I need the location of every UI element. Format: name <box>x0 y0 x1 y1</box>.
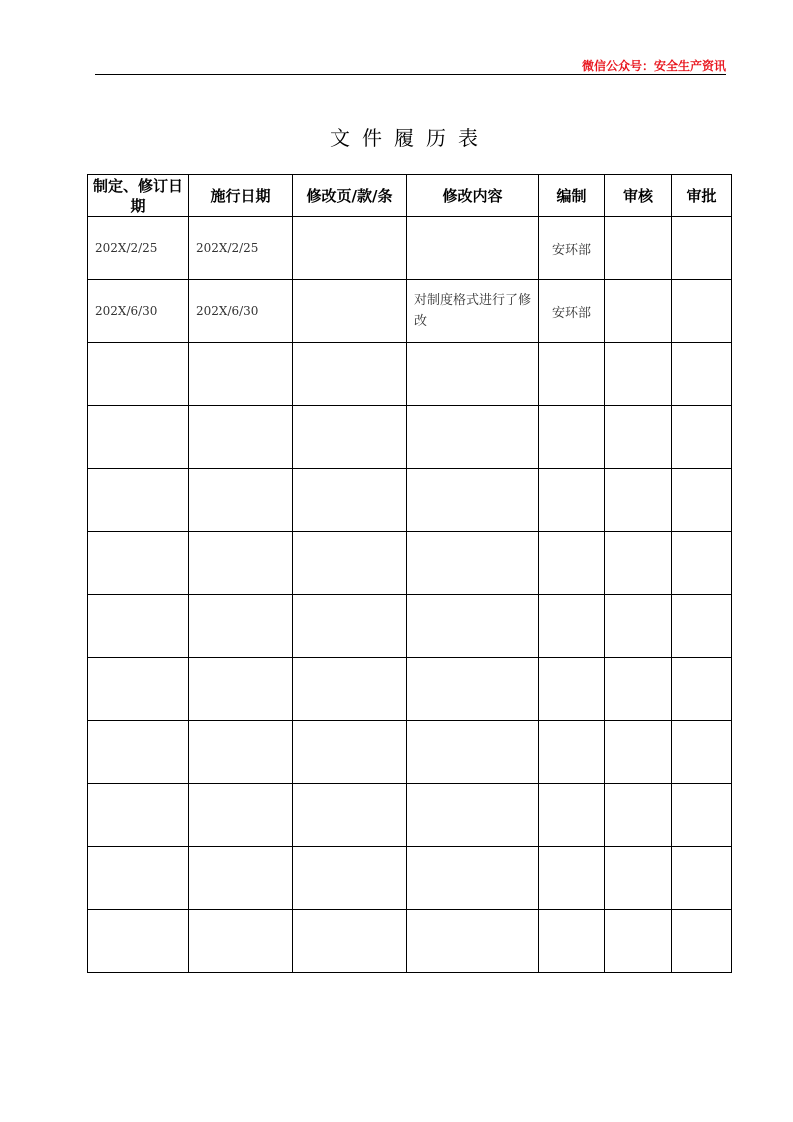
table-header-row <box>88 175 732 217</box>
cell-effective-date: 202X/6/30 <box>189 280 293 343</box>
table-row <box>88 847 732 910</box>
cell-modification-content <box>407 910 539 973</box>
column-header-approved-by: 审批 <box>672 175 732 217</box>
table-row <box>88 217 732 280</box>
cell-prepared-by: 安环部 <box>539 280 605 343</box>
cell-prepared-by <box>539 343 605 406</box>
cell-effective-date <box>189 343 293 406</box>
table-row <box>88 721 732 784</box>
cell-reviewed-by <box>605 406 672 469</box>
cell-approved-by <box>672 469 732 532</box>
cell-revision-date <box>88 784 189 847</box>
cell-approved-by <box>672 532 732 595</box>
column-header-modification-content: 修改内容 <box>407 175 539 217</box>
cell-approved-by <box>672 595 732 658</box>
cell-effective-date: 202X/2/25 <box>189 217 293 280</box>
cell-revision-date <box>88 469 189 532</box>
cell-prepared-by <box>539 910 605 973</box>
cell-reviewed-by <box>605 280 672 343</box>
cell-prepared-by <box>539 847 605 910</box>
cell-effective-date <box>189 532 293 595</box>
cell-revision-date: 202X/6/30 <box>88 280 189 343</box>
cell-revision-date <box>88 532 189 595</box>
cell-modified-section <box>293 910 407 973</box>
cell-prepared-by <box>539 658 605 721</box>
cell-prepared-by: 安环部 <box>539 217 605 280</box>
cell-reviewed-by <box>605 532 672 595</box>
cell-modification-content <box>407 595 539 658</box>
table-row <box>88 595 732 658</box>
column-header-reviewed-by: 审核 <box>605 175 672 217</box>
cell-reviewed-by <box>605 847 672 910</box>
cell-approved-by <box>672 847 732 910</box>
cell-modified-section <box>293 217 407 280</box>
cell-reviewed-by <box>605 343 672 406</box>
cell-approved-by <box>672 721 732 784</box>
cell-revision-date <box>88 406 189 469</box>
table-row <box>88 469 732 532</box>
cell-prepared-by <box>539 721 605 784</box>
cell-approved-by <box>672 406 732 469</box>
cell-modified-section <box>293 280 407 343</box>
cell-effective-date <box>189 658 293 721</box>
cell-prepared-by <box>539 469 605 532</box>
cell-modification-content <box>407 721 539 784</box>
cell-revision-date <box>88 910 189 973</box>
table-row <box>88 406 732 469</box>
cell-approved-by <box>672 910 732 973</box>
cell-revision-date <box>88 847 189 910</box>
cell-revision-date <box>88 721 189 784</box>
document-title: 文件履历表 <box>330 126 490 150</box>
cell-modification-content: 对制度格式进行了修改 <box>407 280 539 343</box>
cell-effective-date <box>189 406 293 469</box>
cell-revision-date <box>88 595 189 658</box>
column-header-modified-section: 修改页/款/条 <box>293 175 407 217</box>
cell-modified-section <box>293 595 407 658</box>
cell-reviewed-by <box>605 595 672 658</box>
cell-modification-content <box>407 469 539 532</box>
cell-modification-content <box>407 658 539 721</box>
cell-modified-section <box>293 784 407 847</box>
cell-modification-content <box>407 406 539 469</box>
cell-reviewed-by <box>605 469 672 532</box>
cell-reviewed-by <box>605 910 672 973</box>
cell-revision-date <box>88 658 189 721</box>
cell-modification-content <box>407 217 539 280</box>
table-row <box>88 343 732 406</box>
cell-modified-section <box>293 721 407 784</box>
cell-revision-date: 202X/2/25 <box>88 217 189 280</box>
column-header-revision-date: 制定、修订日期 <box>88 175 189 217</box>
table-row <box>88 910 732 973</box>
cell-prepared-by <box>539 595 605 658</box>
revision-history-table <box>87 174 732 973</box>
cell-effective-date <box>189 910 293 973</box>
cell-reviewed-by <box>605 721 672 784</box>
table-row <box>88 784 732 847</box>
table-row <box>88 280 732 343</box>
cell-approved-by <box>672 343 732 406</box>
cell-approved-by <box>672 280 732 343</box>
cell-prepared-by <box>539 406 605 469</box>
cell-reviewed-by <box>605 658 672 721</box>
cell-effective-date <box>189 784 293 847</box>
cell-modified-section <box>293 847 407 910</box>
cell-modified-section <box>293 406 407 469</box>
cell-modification-content <box>407 847 539 910</box>
cell-prepared-by <box>539 784 605 847</box>
cell-effective-date <box>189 721 293 784</box>
column-header-effective-date: 施行日期 <box>189 175 293 217</box>
cell-modified-section <box>293 343 407 406</box>
cell-modified-section <box>293 532 407 595</box>
cell-effective-date <box>189 847 293 910</box>
cell-effective-date <box>189 469 293 532</box>
cell-approved-by <box>672 217 732 280</box>
cell-prepared-by <box>539 532 605 595</box>
cell-effective-date <box>189 595 293 658</box>
table-row <box>88 532 732 595</box>
header-source-text: 微信公众号：安全生产资讯 <box>581 59 726 73</box>
cell-approved-by <box>672 658 732 721</box>
cell-modified-section <box>293 469 407 532</box>
cell-reviewed-by <box>605 217 672 280</box>
cell-revision-date <box>88 343 189 406</box>
cell-modification-content <box>407 784 539 847</box>
cell-approved-by <box>672 784 732 847</box>
cell-reviewed-by <box>605 784 672 847</box>
column-header-prepared-by: 编制 <box>539 175 605 217</box>
cell-modified-section <box>293 658 407 721</box>
table-row <box>88 658 732 721</box>
cell-modification-content <box>407 343 539 406</box>
cell-modification-content <box>407 532 539 595</box>
header-divider <box>95 74 726 75</box>
